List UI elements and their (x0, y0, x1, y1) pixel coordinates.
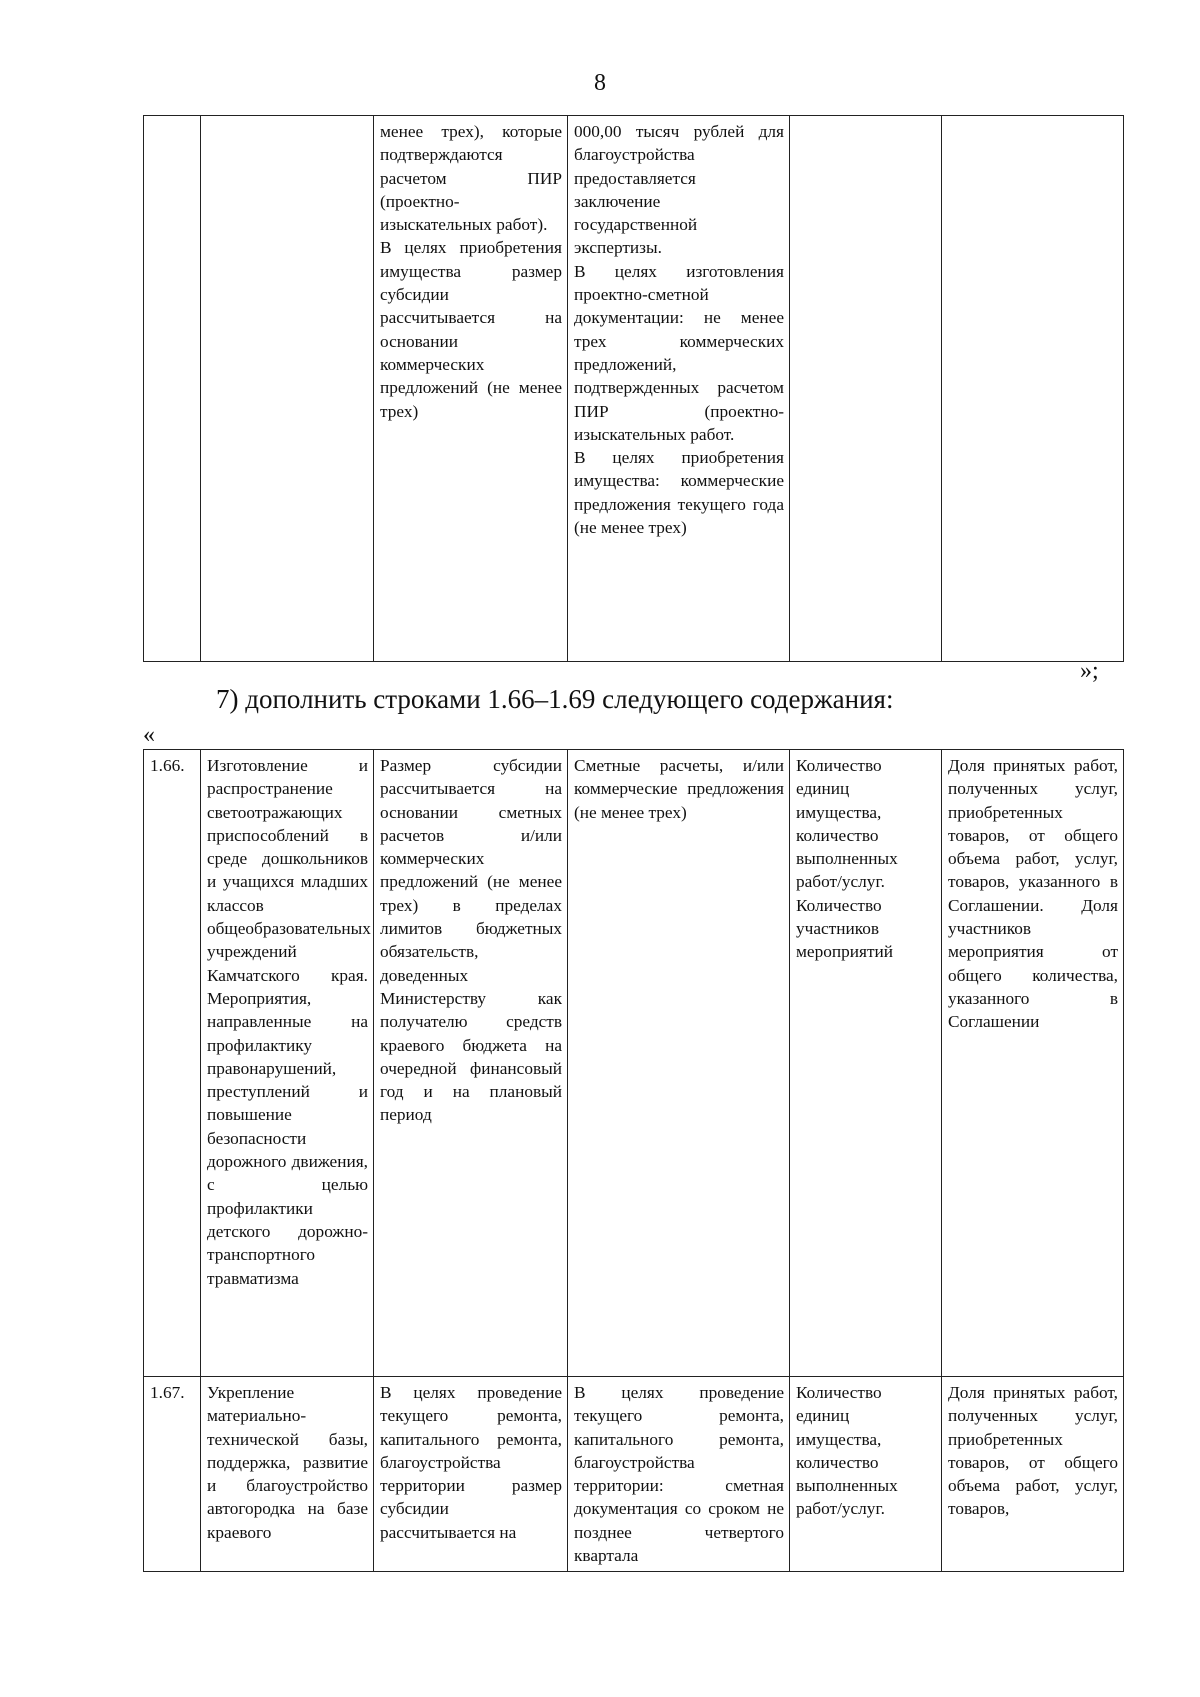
name-cell (201, 116, 374, 662)
share-cell: Доля принятых работ, полученных услуг, приобретенных товаров, от общего объема работ, услуг, товаров, указанного в Соглашении. Доля участников мероприятия от общего количества, указанного в Соглашении (942, 750, 1124, 1377)
main-table (143, 749, 1124, 1572)
subsidy-cell: менее трех), которые подтверждаются расчетом ПИР (проектно-изыскательных работ). В целях приобретения имущества размер субсидии рассчитывается на основании коммерческих предложений (не менее трех) (374, 116, 568, 662)
indicators-cell: Количество единиц имущества, количество выполненных работ/услуг. Количество участников мероприятий (790, 750, 942, 1377)
table-row (144, 116, 1124, 662)
indicators-cell: Количество единиц имущества, количество выполненных работ/услуг. (790, 1377, 942, 1572)
row-number: 1.66. (144, 750, 201, 1377)
continuation-table (143, 115, 1124, 662)
indicators-cell (790, 116, 942, 662)
instruction-text: 7) дополнить строками 1.66–1.69 следующего содержания: (216, 684, 894, 714)
event-name-cell: Изготовление и распространение светоотражающих приспособлений в среде дошкольников и учащихся младших классов общеобразовательных учреждений Камчатского края. Мероприятия, направленные на профилактику правонарушений, преступлений и повышение безопасности дорожного движения, с целью профилактики детского дорожно-транспортного травматизма (201, 750, 374, 1377)
row-number: 1.67. (144, 1377, 201, 1572)
subsidy-cell: Размер субсидии рассчитывается на основании сметных расчетов и/или коммерческих предложений (не менее трех) в пределах лимитов бюджетных обязательств, доведенных Министерству как получателю средств краевого бюджета на очередной финансовый год и на плановый период (374, 750, 568, 1377)
share-cell (942, 116, 1124, 662)
table-row (144, 750, 1124, 1377)
share-cell: Доля принятых работ, полученных услуг, приобретенных товаров, от общего объема работ, услуг, товаров, (942, 1377, 1124, 1572)
table-row (144, 1377, 1124, 1572)
event-name-cell: Укрепление материально-технической базы, поддержка, развитие и благоустройство автогородка на базе краевого (201, 1377, 374, 1572)
documents-cell: Сметные расчеты, и/или коммерческие предложения (не менее трех) (568, 750, 790, 1377)
page-number: 8 (594, 70, 606, 96)
closing-quote: »; (1080, 658, 1099, 684)
opening-quote: « (143, 722, 155, 748)
subsidy-cell: В целях проведение текущего ремонта, капитального ремонта, благоустройства территории размер субсидии рассчитывается на (374, 1377, 568, 1572)
number-cell (144, 116, 201, 662)
documents-cell: 000,00 тысяч рублей для благоустройства предоставляется заключение государственной экспертизы. В целях изготовления проектно-сметной документации: не менее трех коммерческих предложений, подтвержденных расчетом ПИР (проектно-изыскательных работ. В целях приобретения имущества: коммерческие предложения текущего года (не менее трех) (568, 116, 790, 662)
documents-cell: В целях проведение текущего ремонта, капитального ремонта, благоустройства территории: сметная документация со сроком не позднее четвертого квартала (568, 1377, 790, 1572)
